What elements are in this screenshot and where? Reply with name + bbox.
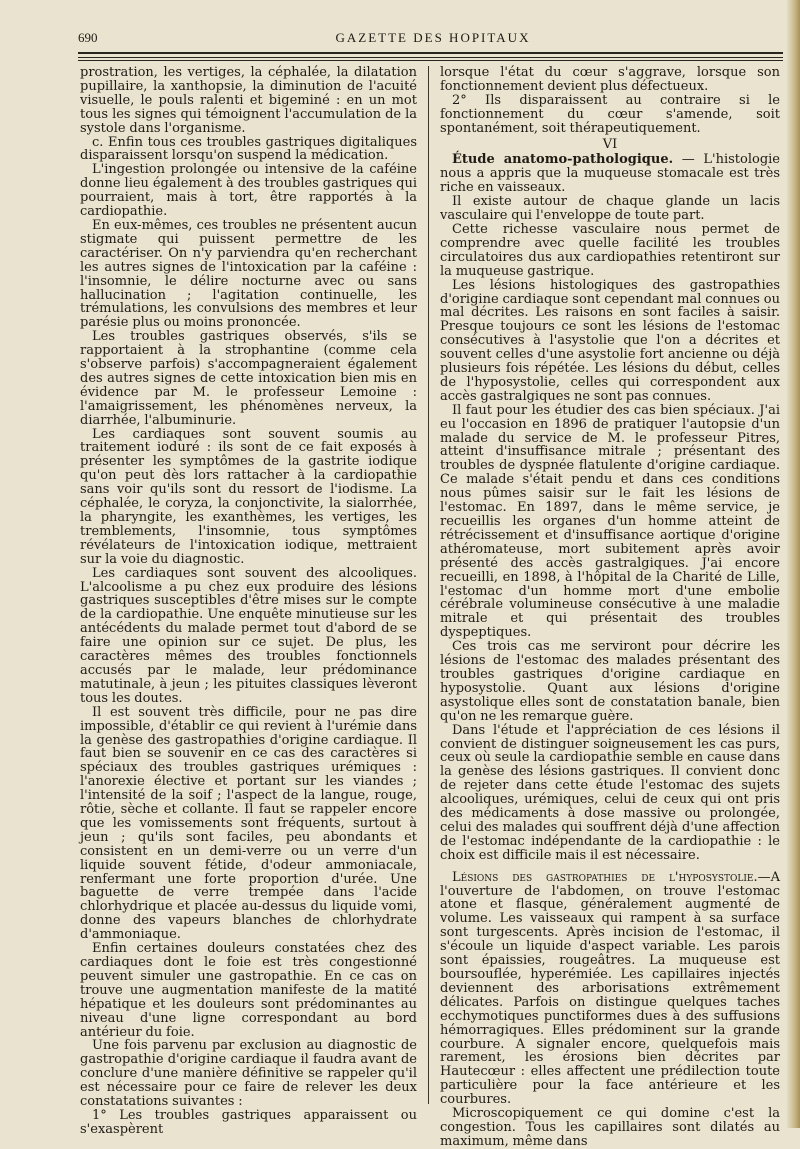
paragraph: Ces trois cas me serviront pour décrire les lésions de l'estomac des malades présentant des troubles gastriques d'origine cardiaque en hyposystolie. Quant aux lésions d'origine asystolique elles sont de constatation banale, bien qu'on ne les remarque guère. <box>440 639 780 724</box>
section-intro <box>440 153 780 195</box>
column-divider <box>428 66 429 1104</box>
paragraph: L'ingestion prolongée ou intensive de la caféine donne lieu également à des troubles gastriques qui pourraient, mais à tort, être rapportés à la cardiopathie. <box>80 162 417 220</box>
running-header <box>78 30 778 50</box>
paragraph: En eux-mêmes, ces troubles ne présentent aucun stigmate qui puissent permettre de les caractériser. On n'y parviendra qu'en recherchant les autres signes de l'intoxication par la caféine : l'insomnie, le délire nocturne avec ou sans hallucination ; l'agitation continuelle, les trémulations, les convulsions des membres et leur parésie plus ou moins prononcée. <box>80 217 417 331</box>
paragraph: 2° Ils disparaissent au contraire si le fonctionnement du cœur s'amende, soit spontanément, soit thérapeutiquement. <box>440 92 780 136</box>
lesions-text: —A l'ouverture de l'abdomen, on trouve l'estomac atone et flasque, généralement augmenté de volume. Les vaisseaux qui rampent à sa surface sont turgescents. Après incision de l'estomac, il s'écoule un liquide d'aspect variable. Les parois sont épaissies, rougeâtres. La muqueuse est boursouflée, hyperémiée. Les capillaires injectés deviennent des arborisations extrêmement délicates. Parfois on distingue quelques taches ecchymotiques punctiformes dues à des suffusions hémorragiques. Elles prédominent sur la grande courbure. A signaler encore, quelquefois mais rarement, les érosions bien décrites par Hautecœur : elles affectent une prédilection toute particulière pour la face antérieure et les courbures. <box>440 869 780 1108</box>
paragraph: Les cardiaques sont souvent soumis au traitement ioduré : ils sont de ce fait exposés à présenter les symptômes de la gastrite iodique qu'on peut dès lors rattacher à la cardiopathie sans voir qu'ils sont du ressort de l'iodisme. La céphalée, le coryza, la conjonctivite, la sialorrhée, la pharyngite, les exanthèmes, les vertiges, les tremblements, l'insomnie, tous symptômes révélateurs de l'intoxication iodique, mettraient sur la voie du diagnostic. <box>80 426 417 567</box>
paragraph: Il est souvent très difficile, pour ne pas dire impossible, d'établir ce qui revient à l'urémie dans la genèse des gastropathies d'origine cardiaque. Il faut bien se souvenir en ce cas des caractères si spéciaux des troubles gastriques urémiques : l'anorexie élective et portant sur les viandes ; l'intensité de la soif ; l'aspect de la langue, rouge, rôtie, sèche et collante. Il faut se rappeler encore que les vomissements sont fréquents, surtout à jeun ; qu'ils sont faciles, peu abondants et consistent en un demi-verre ou un verre d'un liquide souvent fétide, d'odeur ammoniacale, renfermant une forte proportion d'urée. Une baguette de verre trempée dans l'acide chlorhydrique et placée au-dessus du liquide vomi, donne des vapeurs blanches de chlorhydrate d'ammoniaque. <box>80 704 417 943</box>
paragraph: Les lésions histologiques des gastropathies d'origine cardiaque sont cependant mal connues ou mal décrites. Les raisons en sont faciles à saisir. Presque toujours ce sont les lésions de l'estomac consécutives à l'asystolie que l'on a décrites et souvent celles d'une asystolie fort ancienne ou déjà plusieurs fois répétée. Les lésions du début, celles de l'hyposystolie, celles qui correspondent aux accès gastralgiques ne sont pas connues. <box>440 277 780 404</box>
paragraph: Dans l'étude et l'appréciation de ces lésions il convient de distinguer soigneusement les cas purs, ceux où seule la cardiopathie semble en cause dans la genèse des lésions gastriques. Il convient donc de rejeter dans cette étude l'estomac des sujets alcooliques, urémiques, celui de ceux qui ont pris des médicaments à dose massive ou prolongée, celui des malades qui souffrent déjà d'une affection de l'estomac indépendante de la cardiopathie : le choix est difficile mais il est nécessaire. <box>440 722 780 863</box>
paragraph: c. Enfin tous ces troubles gastriques digitaliques disparaissent lorsqu'on suspend la médication. <box>80 134 417 164</box>
page-edge-shadow <box>786 0 800 1128</box>
header-rule-top <box>78 52 783 54</box>
paragraph: Une fois parvenu par exclusion au diagnostic de gastropathie d'origine cardiaque il faudra avant de conclure d'une manière définitive se rappeler qu'il est nécessaire pour ce faire de relever les deux constatations suivantes : <box>80 1038 417 1110</box>
section-number: VI <box>602 136 618 152</box>
section-heading: Étude anatomo-pathologique. <box>452 152 674 168</box>
paragraph: 1° Les troubles gastriques apparaissent ou s'exaspèrent <box>80 1107 417 1137</box>
right-column <box>440 66 780 1149</box>
paragraph: Les cardiaques sont souvent des alcooliques. L'alcoolisme a pu chez eux produire des lésions gastriques susceptibles d'être mises sur le compte de la cardiopathie. Une enquête minutieuse sur les antécédents du malade permet tout d'abord de se faire une opinion sur ce sujet. De plus, les caractères mêmes des troubles fonctionnels accusés par le malade, leur prédominance matutinale, à jeun ; les pituites classiques lèveront tous les doutes. <box>80 565 417 706</box>
left-column <box>80 66 417 1137</box>
paragraph: Les troubles gastriques observés, s'ils se rapportaient à la strophantine (comme cela s'observe parfois) s'accompagneraient également des autres signes de cette intoxication bien mis en évidence par M. le professeur Lemoine : l'amaigrissement, les phénomènes nerveux, la diarrhée, l'albuminurie. <box>80 329 417 428</box>
header-rule-bottom <box>78 60 783 61</box>
journal-title: GAZETTE DES HOPITAUX <box>335 30 531 45</box>
section-lead: — L'histologie nous a appris que la muqueuse stomacale est très riche en vaisseaux. <box>440 152 780 196</box>
paragraph: prostration, les vertiges, la céphalée, la dilatation pupillaire, la xanthopsie, la diminution de l'acuité visuelle, le pouls ralenti et bigeminé : en un mot tous les signes qui témoignent l'accumulation de la systole dans l'organisme. <box>80 65 417 136</box>
header-rule-middle <box>78 57 783 58</box>
paragraph: Microscopiquement ce qui domine c'est la congestion. Tous les capillaires sont dilatés au maximum, même dans <box>440 1106 780 1149</box>
paragraph: Cette richesse vasculaire nous permet de comprendre avec quelle facilité les troubles circulatoires dus aux cardiopathies retentiront sur la muqueuse gastrique. <box>440 221 780 279</box>
paragraph: lorsque l'état du cœur s'aggrave, lorsque son fonctionnement devient plus défectueux. <box>440 65 780 94</box>
paragraph: Il existe autour de chaque glande un lacis vasculaire qui l'enveloppe de toute part. <box>440 194 780 224</box>
lesions-label: Lésions des gastropathies de l'hyposystolie. <box>452 869 758 885</box>
lesions-paragraph <box>440 871 780 1107</box>
page-number: 690 <box>78 30 98 45</box>
paragraph: Il faut pour les étudier des cas bien spéciaux. J'ai eu l'occasion en 1896 de pratiquer l'autopsie d'un malade du service de M. le professeur Pitres, atteint d'insuffisance mitrale ; présentant des troubles de dyspnée flatulente d'origine cardiaque. Ce malade s'était pendu et dans ces conditions nous pûmes saisir sur le fait les lésions de l'estomac. En 1897, dans le même service, je recueillis les organes d'un homme atteint de rétrécissement et d'insuffisance aortique d'origine athéromateuse, mort subitement après avoir présenté des accès gastralgiques. J'ai encore recueilli, en 1898, à l'hôpital de la Charité de Lille, l'estomac d'un homme mort d'une embolie cérébrale volumineuse consécutive à une maladie mitrale et qui présentait des troubles dyspeptiques. <box>440 402 780 641</box>
paragraph: Enfin certaines douleurs constatées chez des cardiaques dont le foie est très congestionné peuvent simuler une gastropathie. En ce cas on trouve une augmentation manifeste de la matité hépatique et les douleurs sont prédominantes au niveau d'une ligne correspondant au bord antérieur du foie. <box>80 941 417 1040</box>
